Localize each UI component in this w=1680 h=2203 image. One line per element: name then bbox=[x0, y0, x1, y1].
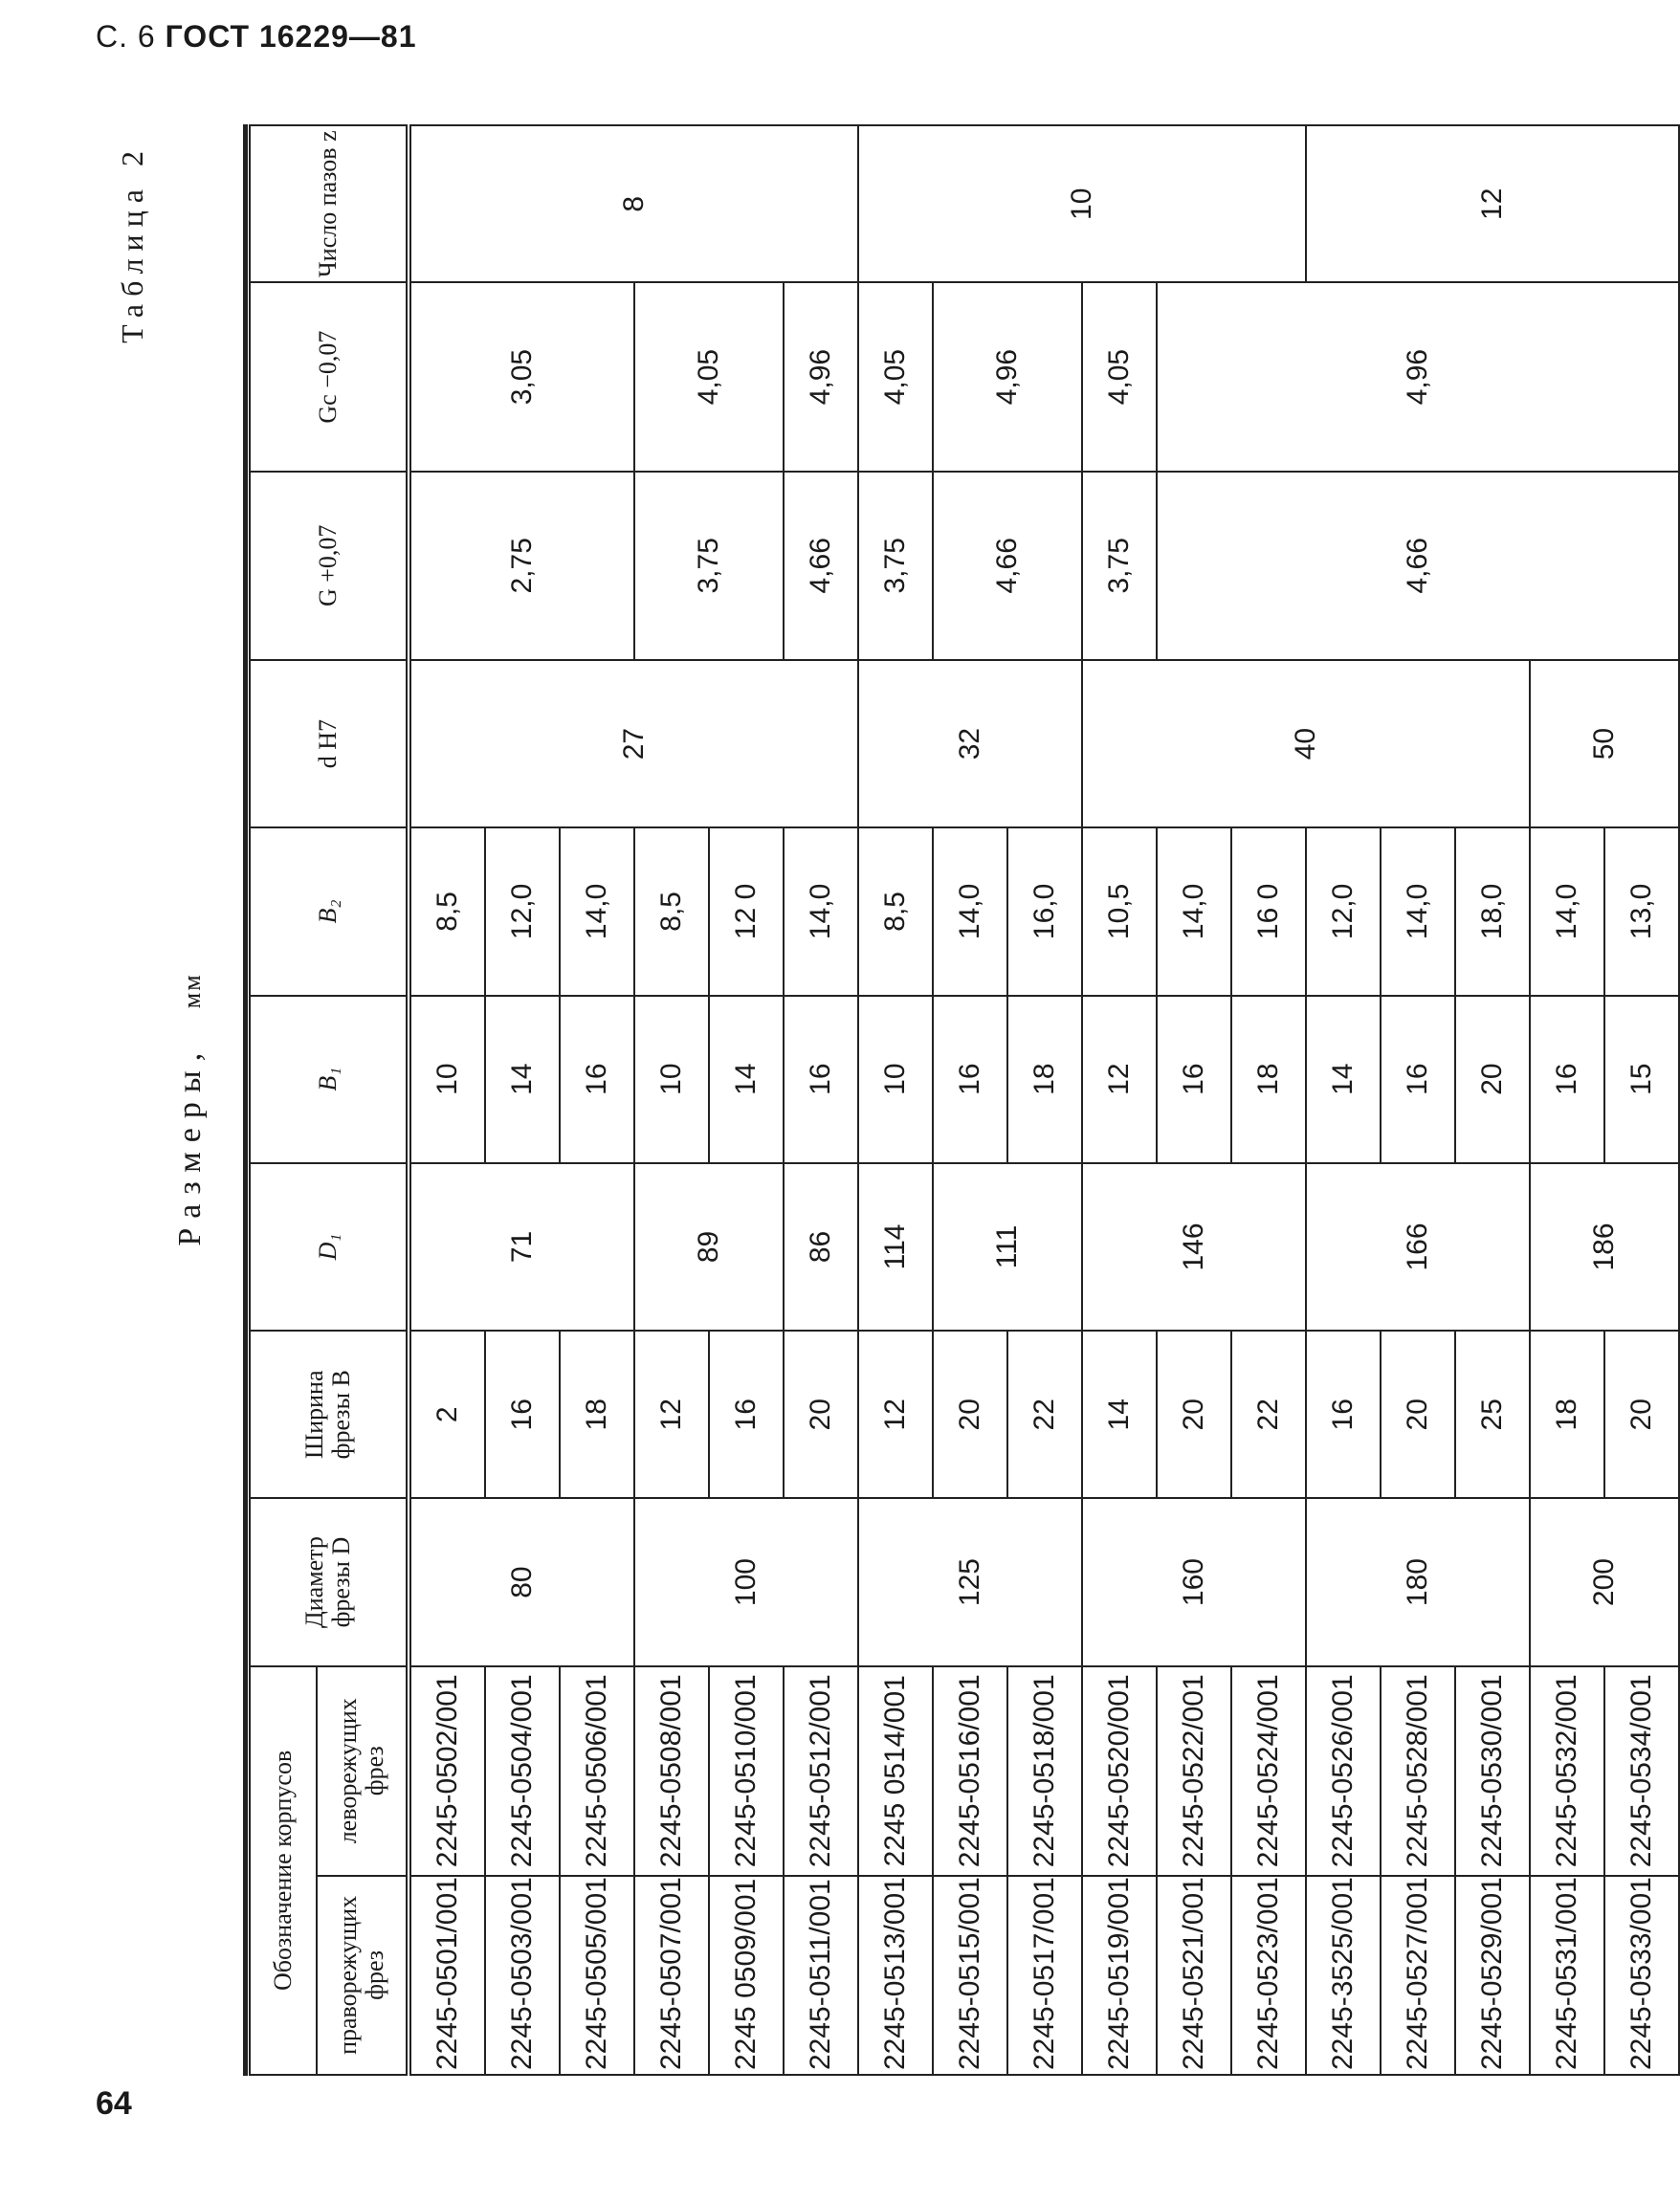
header-width: Ширина фрезы B bbox=[250, 1331, 409, 1498]
page-number: 64 bbox=[96, 2085, 132, 2122]
page-header bbox=[96, 19, 417, 55]
right-cut-code: 2245-3525/001 bbox=[1306, 1876, 1381, 2075]
diameter-value: 200 bbox=[1530, 1498, 1679, 1665]
left-cut-code: 2245-0522/001 bbox=[1157, 1666, 1231, 1876]
table-body bbox=[409, 125, 1679, 2075]
b2-value: 13,0 bbox=[1604, 827, 1679, 995]
right-cut-code: 2245-0515/001 bbox=[933, 1876, 1007, 2075]
d-value: 40 bbox=[1082, 660, 1530, 827]
left-cut-code: 2245-0524/001 bbox=[1231, 1666, 1306, 1876]
width-value: 20 bbox=[784, 1331, 858, 1498]
d1-value: 146 bbox=[1082, 1163, 1306, 1331]
left-cut-code: 2245-0504/001 bbox=[485, 1666, 560, 1876]
g-value: 4,66 bbox=[1157, 472, 1679, 660]
right-cut-code: 2245-0511/001 bbox=[784, 1876, 858, 2075]
z-value: 10 bbox=[858, 125, 1306, 282]
left-cut-code: 2245-0506/001 bbox=[560, 1666, 634, 1876]
d-value: 27 bbox=[409, 660, 858, 827]
width-value: 16 bbox=[709, 1331, 784, 1498]
table-row bbox=[409, 125, 485, 2075]
sizes-unit: мм bbox=[178, 973, 206, 1009]
b1-value: 15 bbox=[1604, 996, 1679, 1163]
left-cut-code: 2245-0534/001 bbox=[1604, 1666, 1679, 1876]
left-cut-code: 2245-0526/001 bbox=[1306, 1666, 1381, 1876]
table-header bbox=[250, 125, 409, 2075]
g-value: 3,75 bbox=[634, 472, 784, 660]
left-cut-code: 2245-0512/001 bbox=[784, 1666, 858, 1876]
b2-value: 8,5 bbox=[409, 827, 485, 995]
width-value: 22 bbox=[1007, 1331, 1082, 1498]
g-value: 3,75 bbox=[1082, 472, 1157, 660]
g-value: 4,66 bbox=[933, 472, 1082, 660]
d1-value: 166 bbox=[1306, 1163, 1530, 1331]
right-cut-code: 2245-0529/001 bbox=[1455, 1876, 1530, 2075]
table-row bbox=[933, 125, 1007, 2075]
right-cut-code: 2245-0533/001 bbox=[1604, 1876, 1679, 2075]
header-designation: Обозначение корпусов bbox=[250, 1666, 317, 2075]
standard-number: ГОСТ 16229—81 bbox=[165, 19, 417, 54]
d1-value: 71 bbox=[409, 1163, 634, 1331]
d1-value: 186 bbox=[1530, 1163, 1679, 1331]
gc-value: 4,96 bbox=[784, 282, 858, 471]
b1-value: 18 bbox=[1007, 996, 1082, 1163]
gc-value: 4,05 bbox=[634, 282, 784, 471]
right-cut-code: 2245-0519/001 bbox=[1082, 1876, 1157, 2075]
header-b1: B₁ bbox=[250, 996, 409, 1163]
table-row bbox=[1082, 125, 1157, 2075]
width-value: 20 bbox=[1157, 1331, 1231, 1498]
right-cut-code: 2245-0521/001 bbox=[1157, 1876, 1231, 2075]
d1-value: 86 bbox=[784, 1163, 858, 1331]
gc-value: 4,96 bbox=[1157, 282, 1679, 471]
g-value: 3,75 bbox=[858, 472, 933, 660]
gc-value: 4,05 bbox=[1082, 282, 1157, 471]
b2-value: 10,5 bbox=[1082, 827, 1157, 995]
right-cut-code: 2245-0513/001 bbox=[858, 1876, 933, 2075]
header-g: G +0,07 bbox=[250, 472, 409, 660]
header-z: Число пазов z bbox=[250, 125, 409, 282]
diameter-value: 160 bbox=[1082, 1498, 1306, 1665]
d1-value: 111 bbox=[933, 1163, 1082, 1331]
gc-value: 4,05 bbox=[858, 282, 933, 471]
table-row bbox=[634, 125, 709, 2075]
header-right-cut: праворежущих фрез bbox=[317, 1876, 409, 2075]
width-value: 18 bbox=[560, 1331, 634, 1498]
b1-value: 20 bbox=[1455, 996, 1530, 1163]
left-cut-code: 2245-0532/001 bbox=[1530, 1666, 1604, 1876]
b1-value: 16 bbox=[1381, 996, 1455, 1163]
g-value: 2,75 bbox=[409, 472, 634, 660]
left-cut-code: 2245-0530/001 bbox=[1455, 1666, 1530, 1876]
table-row bbox=[858, 125, 933, 2075]
b2-value: 14,0 bbox=[1381, 827, 1455, 995]
g-value: 4,66 bbox=[784, 472, 858, 660]
diameter-value: 125 bbox=[858, 1498, 1082, 1665]
z-value: 8 bbox=[409, 125, 858, 282]
d1-value: 114 bbox=[858, 1163, 933, 1331]
b1-value: 10 bbox=[634, 996, 709, 1163]
b1-value: 18 bbox=[1231, 996, 1306, 1163]
width-value: 12 bbox=[858, 1331, 933, 1498]
b2-value: 16 0 bbox=[1231, 827, 1306, 995]
diameter-value: 100 bbox=[634, 1498, 858, 1665]
right-cut-code: 2245-0531/001 bbox=[1530, 1876, 1604, 2075]
header-left-cut: леворежущих фрез bbox=[317, 1666, 409, 1876]
left-cut-code: 2245-0502/001 bbox=[409, 1666, 485, 1876]
b1-value: 12 bbox=[1082, 996, 1157, 1163]
page-prefix: С. 6 bbox=[96, 19, 156, 54]
rotated-table-block bbox=[57, 96, 1657, 2124]
left-cut-code: 2245-0508/001 bbox=[634, 1666, 709, 1876]
right-cut-code: 2245 0509/001 bbox=[709, 1876, 784, 2075]
width-value: 20 bbox=[1604, 1331, 1679, 1498]
gc-value: 4,96 bbox=[933, 282, 1082, 471]
d-value: 50 bbox=[1530, 660, 1679, 827]
b1-value: 16 bbox=[1157, 996, 1231, 1163]
b2-value: 8,5 bbox=[634, 827, 709, 995]
header-diameter: Диаметр фрезы D bbox=[250, 1498, 409, 1665]
left-cut-code: 2245 0514/001 bbox=[858, 1666, 933, 1876]
diameter-value: 80 bbox=[409, 1498, 634, 1665]
table-row bbox=[784, 125, 858, 2075]
b2-value: 14,0 bbox=[1530, 827, 1604, 995]
b1-value: 10 bbox=[858, 996, 933, 1163]
right-cut-code: 2245-0505/001 bbox=[560, 1876, 634, 2075]
width-value: 25 bbox=[1455, 1331, 1530, 1498]
gc-value: 3,05 bbox=[409, 282, 634, 471]
width-value: 20 bbox=[1381, 1331, 1455, 1498]
right-cut-code: 2245-0517/001 bbox=[1007, 1876, 1082, 2075]
d-value: 32 bbox=[858, 660, 1082, 827]
b2-value: 14,0 bbox=[560, 827, 634, 995]
left-cut-code: 2245-0528/001 bbox=[1381, 1666, 1455, 1876]
dimensions-table bbox=[249, 124, 1680, 2076]
width-value: 2 bbox=[409, 1331, 485, 1498]
right-cut-code: 2245-0527/001 bbox=[1381, 1876, 1455, 2075]
header-b2: B₂ bbox=[250, 827, 409, 995]
left-cut-code: 2245-0516/001 bbox=[933, 1666, 1007, 1876]
b1-value: 16 bbox=[933, 996, 1007, 1163]
b2-value: 14,0 bbox=[933, 827, 1007, 995]
b1-value: 14 bbox=[1306, 996, 1381, 1163]
width-value: 22 bbox=[1231, 1331, 1306, 1498]
b2-value: 18,0 bbox=[1455, 827, 1530, 995]
b1-value: 16 bbox=[1530, 996, 1604, 1163]
b2-value: 8,5 bbox=[858, 827, 933, 995]
left-cut-code: 2245-0520/001 bbox=[1082, 1666, 1157, 1876]
b2-value: 14,0 bbox=[784, 827, 858, 995]
b2-value: 12 0 bbox=[709, 827, 784, 995]
b1-value: 14 bbox=[709, 996, 784, 1163]
b1-value: 14 bbox=[485, 996, 560, 1163]
sizes-title: Размеры, bbox=[172, 1043, 208, 1246]
width-value: 12 bbox=[634, 1331, 709, 1498]
header-gc: Gc −0,07 bbox=[250, 282, 409, 471]
b2-value: 12,0 bbox=[1306, 827, 1381, 995]
left-cut-code: 2245-0518/001 bbox=[1007, 1666, 1082, 1876]
header-d1: D₁ bbox=[250, 1163, 409, 1331]
right-cut-code: 2245-0501/001 bbox=[409, 1876, 485, 2075]
right-cut-code: 2245-0503/001 bbox=[485, 1876, 560, 2075]
width-value: 14 bbox=[1082, 1331, 1157, 1498]
right-cut-code: 2245-0523/001 bbox=[1231, 1876, 1306, 2075]
b1-value: 16 bbox=[560, 996, 634, 1163]
table-caption: Таблица 2 bbox=[115, 143, 149, 343]
sizes-caption bbox=[172, 96, 209, 2124]
b1-value: 16 bbox=[784, 996, 858, 1163]
diameter-value: 180 bbox=[1306, 1498, 1530, 1665]
left-cut-code: 2245-0510/001 bbox=[709, 1666, 784, 1876]
width-value: 20 bbox=[933, 1331, 1007, 1498]
b1-value: 10 bbox=[409, 996, 485, 1163]
b2-value: 16,0 bbox=[1007, 827, 1082, 995]
d1-value: 89 bbox=[634, 1163, 784, 1331]
z-value: 12 bbox=[1306, 125, 1679, 282]
b2-value: 12,0 bbox=[485, 827, 560, 995]
table-row bbox=[1157, 125, 1231, 2075]
b2-value: 14,0 bbox=[1157, 827, 1231, 995]
width-value: 16 bbox=[1306, 1331, 1381, 1498]
width-value: 18 bbox=[1530, 1331, 1604, 1498]
right-cut-code: 2245-0507/001 bbox=[634, 1876, 709, 2075]
header-d: d H7 bbox=[250, 660, 409, 827]
width-value: 16 bbox=[485, 1331, 560, 1498]
